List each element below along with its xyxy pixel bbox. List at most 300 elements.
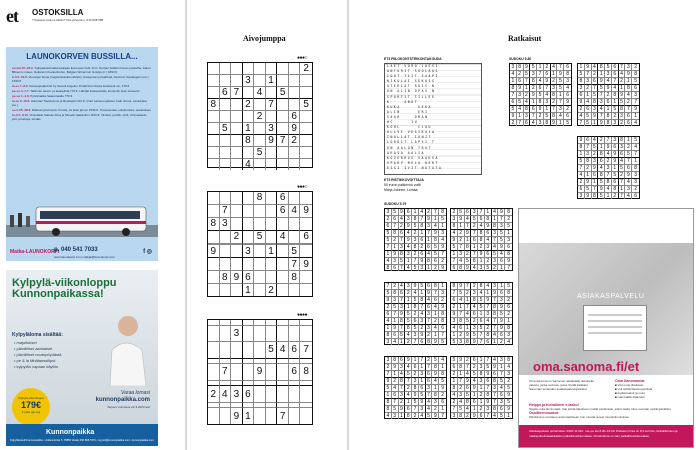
- sudoku-cell[interactable]: 5: [277, 87, 289, 99]
- sudoku-cell[interactable]: [266, 386, 278, 403]
- sudoku-cell[interactable]: 6: [277, 192, 289, 205]
- sudoku-cell[interactable]: 3: [243, 75, 255, 87]
- service-feature: ■ löydät laskut ja muut: [615, 391, 645, 395]
- sudoku-cell[interactable]: [208, 135, 220, 147]
- solution-cell: 1: [524, 85, 531, 92]
- solution-cell: 4: [492, 209, 499, 216]
- price-badge: [12, 388, 50, 426]
- solution-cell: 4: [451, 230, 458, 237]
- sudoku-cell[interactable]: 3: [266, 123, 278, 135]
- sudoku-cell[interactable]: [208, 271, 220, 284]
- crossword-row: ALIN ERI: [387, 109, 429, 114]
- sudoku-cell[interactable]: [254, 218, 266, 231]
- solution-cell: 3: [605, 71, 612, 78]
- answers-title: Ratkaisut: [508, 34, 542, 43]
- sudoku-cell[interactable]: [243, 326, 255, 343]
- solution-cell: 6: [471, 357, 478, 364]
- sudoku-cell[interactable]: 8: [289, 271, 301, 284]
- sudoku-cell[interactable]: [254, 284, 266, 296]
- sudoku-cell[interactable]: [254, 205, 266, 218]
- sudoku-cell[interactable]: 9: [266, 135, 278, 147]
- sudoku-cell[interactable]: [220, 326, 232, 343]
- sudoku-cell[interactable]: [243, 258, 255, 271]
- sudoku-cell[interactable]: [300, 326, 312, 343]
- solution-cell: 4: [598, 165, 605, 172]
- sudoku-cell[interactable]: [231, 364, 243, 381]
- sudoku-cell[interactable]: [220, 63, 232, 75]
- sudoku-cell[interactable]: [208, 364, 220, 381]
- sudoku-cell[interactable]: [254, 408, 266, 424]
- sudoku-cell[interactable]: [277, 63, 289, 75]
- sudoku-cell[interactable]: [289, 284, 301, 296]
- solution-cell: 3: [419, 371, 426, 378]
- crossword-row: UN ALIN OPAS N: [387, 89, 436, 94]
- customer-service-ad[interactable]: [518, 208, 694, 448]
- solution-cell: 4: [426, 251, 433, 258]
- sudoku-cell[interactable]: [300, 159, 312, 170]
- solution-cell: 6: [419, 251, 426, 258]
- sudoku-cell[interactable]: [266, 326, 278, 343]
- sudoku-cell[interactable]: [231, 147, 243, 159]
- sudoku-cell[interactable]: [254, 135, 266, 147]
- solution-cell: 6: [592, 172, 599, 179]
- sudoku-cell[interactable]: [231, 205, 243, 218]
- solution-cell: 6: [432, 258, 439, 265]
- sudoku-cell[interactable]: [254, 123, 266, 135]
- sudoku-cell[interactable]: [300, 218, 312, 231]
- solution-cell: 9: [465, 265, 472, 271]
- difficulty-1: ●●●○: [297, 55, 308, 61]
- sudoku-cell[interactable]: [254, 326, 266, 343]
- sudoku-cell[interactable]: 6: [300, 231, 312, 244]
- sudoku-cell[interactable]: [254, 271, 266, 284]
- sudoku-cell[interactable]: [231, 135, 243, 147]
- solution-cell: 9: [419, 332, 426, 339]
- solution-cell: 3: [471, 325, 478, 332]
- sudoku-cell[interactable]: 8: [243, 135, 255, 147]
- sudoku-cell[interactable]: 7: [277, 135, 289, 147]
- sudoku-cell[interactable]: [300, 408, 312, 424]
- sudoku-cell[interactable]: [254, 386, 266, 403]
- sudoku-cell[interactable]: 5: [289, 245, 301, 258]
- solution-cell: 3: [399, 244, 406, 251]
- sudoku-cell[interactable]: [243, 192, 255, 205]
- sudoku-cell[interactable]: [277, 123, 289, 135]
- sudoku-cell[interactable]: 1: [243, 284, 255, 296]
- sudoku-cell[interactable]: [289, 408, 301, 424]
- sudoku-cell[interactable]: [254, 342, 266, 359]
- sudoku-cell[interactable]: 2: [243, 99, 255, 111]
- sudoku-cell[interactable]: 3: [220, 218, 232, 231]
- sudoku-cell[interactable]: 8: [254, 192, 266, 205]
- sudoku-cell[interactable]: [266, 63, 278, 75]
- sudoku-cell[interactable]: [220, 258, 232, 271]
- trip-text: Haminan Tavisioimus ja Ruokapiiri 410 €. (Carl Larssen gården, Falu Gruva, Lönkönkai, jne.): [12, 99, 148, 107]
- sudoku-cell[interactable]: [266, 271, 278, 284]
- solution-cell: 2: [392, 237, 399, 244]
- solution-cell: 7: [471, 251, 478, 258]
- solution-cell: 4: [492, 244, 499, 251]
- sudoku-cell[interactable]: [300, 192, 312, 205]
- solution-cell: 8: [625, 85, 632, 92]
- price-value: 179€: [20, 400, 42, 410]
- solution-cell: 1: [441, 364, 444, 370]
- sudoku-cell[interactable]: [208, 231, 220, 244]
- solution-cell: 7: [537, 71, 544, 78]
- sudoku-cell[interactable]: 2: [208, 386, 220, 403]
- sudoku-cell[interactable]: [208, 326, 220, 343]
- sudoku-cell[interactable]: [289, 99, 301, 111]
- sudoku-cell[interactable]: 5: [300, 99, 312, 111]
- sudoku-cell[interactable]: [231, 258, 243, 271]
- sudoku-cell[interactable]: [231, 123, 243, 135]
- crossword-solution: [384, 63, 482, 175]
- sudoku-cell[interactable]: [289, 192, 301, 205]
- sudoku-cell[interactable]: 4: [254, 87, 266, 99]
- sudoku-cell[interactable]: [243, 205, 255, 218]
- solution-cell: 1: [507, 230, 510, 236]
- sudoku-cell[interactable]: [220, 111, 232, 123]
- sudoku-cell[interactable]: 8: [220, 271, 232, 284]
- sudoku-cell[interactable]: 4: [277, 342, 289, 359]
- sudoku-cell[interactable]: [231, 159, 243, 170]
- sudoku-cell[interactable]: 7: [277, 408, 289, 424]
- sudoku-cell[interactable]: [243, 342, 255, 359]
- sudoku-cell[interactable]: 2: [289, 135, 301, 147]
- sudoku-cell[interactable]: 8: [208, 99, 220, 111]
- solution-cell: 4: [605, 186, 612, 193]
- sudoku-cell[interactable]: [220, 192, 232, 205]
- sudoku-cell[interactable]: [300, 284, 312, 296]
- sudoku-cell[interactable]: [277, 245, 289, 258]
- solution-cell: 3: [517, 92, 524, 99]
- solution-cell: 3: [478, 378, 485, 385]
- sudoku-cell[interactable]: [220, 99, 232, 111]
- solution-cell: 2: [478, 392, 485, 399]
- sudoku-cell[interactable]: [266, 218, 278, 231]
- sudoku-cell[interactable]: [289, 326, 301, 343]
- sudoku-cell[interactable]: [231, 111, 243, 123]
- sudoku-cell[interactable]: 9: [208, 245, 220, 258]
- sudoku-cell[interactable]: 3: [231, 326, 243, 343]
- sudoku-cell[interactable]: [208, 111, 220, 123]
- solution-cell: 2: [566, 106, 569, 112]
- puzzle-page: [187, 0, 347, 450]
- sudoku-cell[interactable]: [243, 218, 255, 231]
- solution-cell: 3: [524, 113, 531, 120]
- sudoku-cell[interactable]: [300, 245, 312, 258]
- sudoku-cell[interactable]: [266, 111, 278, 123]
- sudoku-cell[interactable]: [208, 123, 220, 135]
- sudoku-cell[interactable]: [231, 342, 243, 359]
- solution-cell: 3: [451, 413, 458, 419]
- sudoku-cell[interactable]: [300, 87, 312, 99]
- sudoku-cell[interactable]: [254, 99, 266, 111]
- bus-trip-ad[interactable]: [6, 47, 158, 261]
- sudoku-cell[interactable]: [231, 192, 243, 205]
- solution-cell: 4: [544, 92, 551, 99]
- solution-cell: 9: [585, 179, 592, 186]
- sudoku-cell[interactable]: [220, 245, 232, 258]
- sudoku-cell[interactable]: [243, 87, 255, 99]
- sudoku-cell[interactable]: 2: [231, 231, 243, 244]
- sudoku-grid-1[interactable]: [207, 62, 313, 168]
- sudoku-cell[interactable]: 7: [220, 205, 232, 218]
- solution-cell: 2: [441, 258, 444, 264]
- sudoku-cell[interactable]: [254, 245, 266, 258]
- solution-cell: 4: [412, 290, 419, 297]
- sudoku-cell[interactable]: [208, 75, 220, 87]
- sudoku-cell[interactable]: [300, 111, 312, 123]
- sudoku-cell[interactable]: [254, 75, 266, 87]
- sudoku-cell[interactable]: [254, 159, 266, 170]
- sudoku-cell[interactable]: [289, 386, 301, 403]
- solution-cell: 8: [399, 378, 406, 385]
- sudoku-cell[interactable]: 7: [220, 364, 232, 381]
- sudoku-cell[interactable]: [266, 205, 278, 218]
- sudoku-cell[interactable]: 7: [266, 99, 278, 111]
- solution-cell: 5: [405, 311, 412, 318]
- sudoku-cell[interactable]: 8: [208, 218, 220, 231]
- sudoku-cell[interactable]: 5: [254, 231, 266, 244]
- sudoku-cell[interactable]: [208, 63, 220, 75]
- sudoku-cell[interactable]: 9: [231, 408, 243, 424]
- sudoku-cell[interactable]: [300, 123, 312, 135]
- sudoku-cell[interactable]: 1: [243, 123, 255, 135]
- sudoku-cell[interactable]: [220, 75, 232, 87]
- solution-cell: 5: [419, 283, 426, 290]
- ad-top-space: [519, 209, 693, 243]
- sudoku-cell[interactable]: [231, 218, 243, 231]
- sudoku-cell[interactable]: 5: [220, 123, 232, 135]
- sudoku-cell[interactable]: 5: [266, 342, 278, 359]
- solution-cell: 5: [507, 385, 510, 391]
- solution-cell: 1: [399, 339, 406, 345]
- sudoku-cell[interactable]: [208, 147, 220, 159]
- sudoku-cell[interactable]: [243, 364, 255, 381]
- sudoku-cell[interactable]: 6: [243, 386, 255, 403]
- sudoku-cell[interactable]: [231, 63, 243, 75]
- sudoku-cell[interactable]: 9: [300, 258, 312, 271]
- sudoku-cell[interactable]: [266, 147, 278, 159]
- sudoku-cell[interactable]: [300, 135, 312, 147]
- sudoku-cell[interactable]: [277, 364, 289, 381]
- sudoku-cell[interactable]: [300, 147, 312, 159]
- service-url[interactable]: oma.sanoma.fi/et: [533, 359, 640, 374]
- sudoku-cell[interactable]: 5: [254, 147, 266, 159]
- solution-cell: 3: [634, 172, 637, 178]
- solution-cell: 9: [566, 99, 569, 105]
- solution-cell: 3: [485, 311, 492, 318]
- sudoku-cell[interactable]: [266, 192, 278, 205]
- sudoku-cell[interactable]: [220, 159, 232, 170]
- sudoku-cell[interactable]: 8: [300, 364, 312, 381]
- solution-cell: 3: [399, 364, 406, 371]
- solution-cell: 1: [441, 406, 444, 412]
- solution-grid: [577, 136, 640, 199]
- sudoku-cell[interactable]: [277, 218, 289, 231]
- sudoku-cell[interactable]: [289, 63, 301, 75]
- solution-cell: 6: [432, 297, 439, 304]
- sudoku-cell[interactable]: [289, 159, 301, 170]
- sudoku-cell[interactable]: [277, 326, 289, 343]
- sudoku-cell[interactable]: [277, 99, 289, 111]
- sudoku-cell[interactable]: [289, 231, 301, 244]
- solution-cell: 5: [592, 144, 599, 151]
- sudoku-cell[interactable]: 9: [254, 364, 266, 381]
- sudoku-cell[interactable]: [254, 258, 266, 271]
- solution-cell: 8: [605, 120, 612, 126]
- sudoku-cell[interactable]: [231, 245, 243, 258]
- solution-cell: 8: [619, 106, 626, 113]
- sudoku-grid-2[interactable]: [207, 191, 313, 297]
- sudoku-cell[interactable]: [289, 75, 301, 87]
- sudoku-cell[interactable]: [277, 386, 289, 403]
- solution-cell: 2: [537, 113, 544, 120]
- sudoku-cell[interactable]: [289, 218, 301, 231]
- sudoku-cell[interactable]: [300, 75, 312, 87]
- solution-cell: 6: [592, 78, 599, 85]
- solution-cell: 6: [612, 144, 619, 151]
- sudoku-cell[interactable]: [277, 159, 289, 170]
- sudoku-grid-3[interactable]: [207, 319, 313, 425]
- sudoku-cell[interactable]: [289, 147, 301, 159]
- solution-cell: 5: [392, 209, 399, 216]
- sudoku-cell[interactable]: 7: [231, 87, 243, 99]
- sudoku-cell[interactable]: 9: [289, 123, 301, 135]
- sudoku-cell[interactable]: [243, 147, 255, 159]
- solution-cell: 1: [405, 297, 412, 304]
- solution-cell: 9: [498, 304, 505, 311]
- sudoku-cell[interactable]: 6: [220, 87, 232, 99]
- solution-cell: 1: [485, 290, 492, 297]
- sudoku-cell[interactable]: 4: [243, 159, 255, 170]
- sudoku-cell[interactable]: [300, 386, 312, 403]
- sudoku-cell[interactable]: [208, 284, 220, 296]
- sudoku-cell[interactable]: [208, 205, 220, 218]
- sudoku-cell[interactable]: 2: [300, 63, 312, 75]
- sudoku-cell[interactable]: [231, 284, 243, 296]
- sudoku-cell[interactable]: [277, 75, 289, 87]
- solution-cell: 8: [485, 332, 492, 339]
- sudoku-cell[interactable]: [231, 75, 243, 87]
- solution-cell: 9: [510, 113, 517, 120]
- sudoku-cell[interactable]: [220, 284, 232, 296]
- solution-cell: 4: [619, 158, 626, 165]
- sudoku-cell[interactable]: [220, 231, 232, 244]
- sudoku-cell[interactable]: [220, 342, 232, 359]
- sudoku-cell[interactable]: [208, 192, 220, 205]
- spa-cta[interactable]: [96, 390, 150, 411]
- sudoku-cell[interactable]: 4: [289, 205, 301, 218]
- sudoku-cell[interactable]: [220, 408, 232, 424]
- solution-cell: 4: [498, 385, 505, 392]
- sudoku-cell[interactable]: [254, 63, 266, 75]
- solution-cell: 1: [471, 392, 478, 399]
- sudoku-cell[interactable]: 1: [266, 75, 278, 87]
- solution-cell: 8: [485, 392, 492, 399]
- solution-cell: 4: [426, 399, 433, 406]
- sudoku-cell[interactable]: [277, 111, 289, 123]
- solution-cell: 3: [458, 392, 465, 399]
- sudoku-cell[interactable]: 4: [277, 231, 289, 244]
- sudoku-cell[interactable]: [243, 111, 255, 123]
- sudoku-cell[interactable]: 9: [231, 271, 243, 284]
- sudoku-cell[interactable]: 3: [243, 245, 255, 258]
- solution-cell: 9: [612, 158, 619, 165]
- sudoku-cell[interactable]: [208, 258, 220, 271]
- sudoku-cell[interactable]: [277, 147, 289, 159]
- sudoku-cell[interactable]: [208, 87, 220, 99]
- solution-cell: 4: [405, 364, 412, 371]
- solution-cell: 6: [399, 290, 406, 297]
- solution-cell: 6: [419, 237, 426, 244]
- solution-cell: 3: [612, 137, 619, 144]
- sudoku-cell[interactable]: [243, 63, 255, 75]
- sudoku-cell[interactable]: 6: [289, 342, 301, 359]
- sudoku-cell[interactable]: [266, 159, 278, 170]
- solution-cell: 7: [485, 413, 492, 419]
- sudoku-cell[interactable]: 6: [289, 111, 301, 123]
- sudoku-cell[interactable]: [220, 147, 232, 159]
- solution-cell: 2: [524, 92, 531, 99]
- solution-cell: 3: [598, 99, 605, 106]
- sudoku-cell[interactable]: 9: [300, 205, 312, 218]
- solution-cell: 6: [598, 158, 605, 165]
- sudoku-cell[interactable]: [208, 159, 220, 170]
- solution-cell: 5: [412, 265, 419, 271]
- sudoku-cell[interactable]: 2: [266, 284, 278, 296]
- sudoku-cell[interactable]: 7: [289, 258, 301, 271]
- sudoku-cell[interactable]: [266, 408, 278, 424]
- sudoku-cell[interactable]: [300, 271, 312, 284]
- sudoku-cell[interactable]: 7: [300, 342, 312, 359]
- solution-cell: 7: [426, 318, 433, 325]
- solution-cell: 7: [426, 364, 433, 371]
- spa-brand: Kunnonpaikka: [46, 429, 95, 436]
- sudoku-cell[interactable]: [266, 258, 278, 271]
- sudoku-cell[interactable]: [266, 231, 278, 244]
- solution-cell: 8: [507, 325, 510, 331]
- sudoku-cell[interactable]: [277, 271, 289, 284]
- solution-cell: 1: [478, 311, 485, 318]
- sudoku-cell[interactable]: 1: [243, 408, 255, 424]
- sudoku-cell[interactable]: [266, 364, 278, 381]
- spa-ad[interactable]: [6, 270, 158, 446]
- sudoku-cell[interactable]: [208, 408, 220, 424]
- solution-cell: 7: [578, 165, 585, 172]
- sudoku-cell[interactable]: 1: [266, 245, 278, 258]
- sudoku-cell[interactable]: 3: [231, 386, 243, 403]
- sudoku-cell[interactable]: 6: [289, 364, 301, 381]
- solution-cell: 9: [426, 216, 433, 223]
- sudoku-cell[interactable]: 6: [243, 271, 255, 284]
- sudoku-cell[interactable]: [231, 99, 243, 111]
- solution-cell: 6: [612, 64, 619, 71]
- sudoku-cell[interactable]: [266, 87, 278, 99]
- sudoku-cell[interactable]: [208, 342, 220, 359]
- sudoku-cell[interactable]: 6: [277, 205, 289, 218]
- sudoku-cell[interactable]: [277, 284, 289, 296]
- sudoku-cell[interactable]: 4: [220, 386, 232, 403]
- sudoku-cell[interactable]: 2: [254, 111, 266, 123]
- sudoku-cell[interactable]: [220, 135, 232, 147]
- solution-cell: 7: [465, 283, 472, 290]
- sudoku-cell[interactable]: [277, 258, 289, 271]
- sudoku-cell[interactable]: [289, 87, 301, 99]
- solution-cell: 6: [426, 244, 433, 251]
- sudoku-cell[interactable]: [243, 231, 255, 244]
